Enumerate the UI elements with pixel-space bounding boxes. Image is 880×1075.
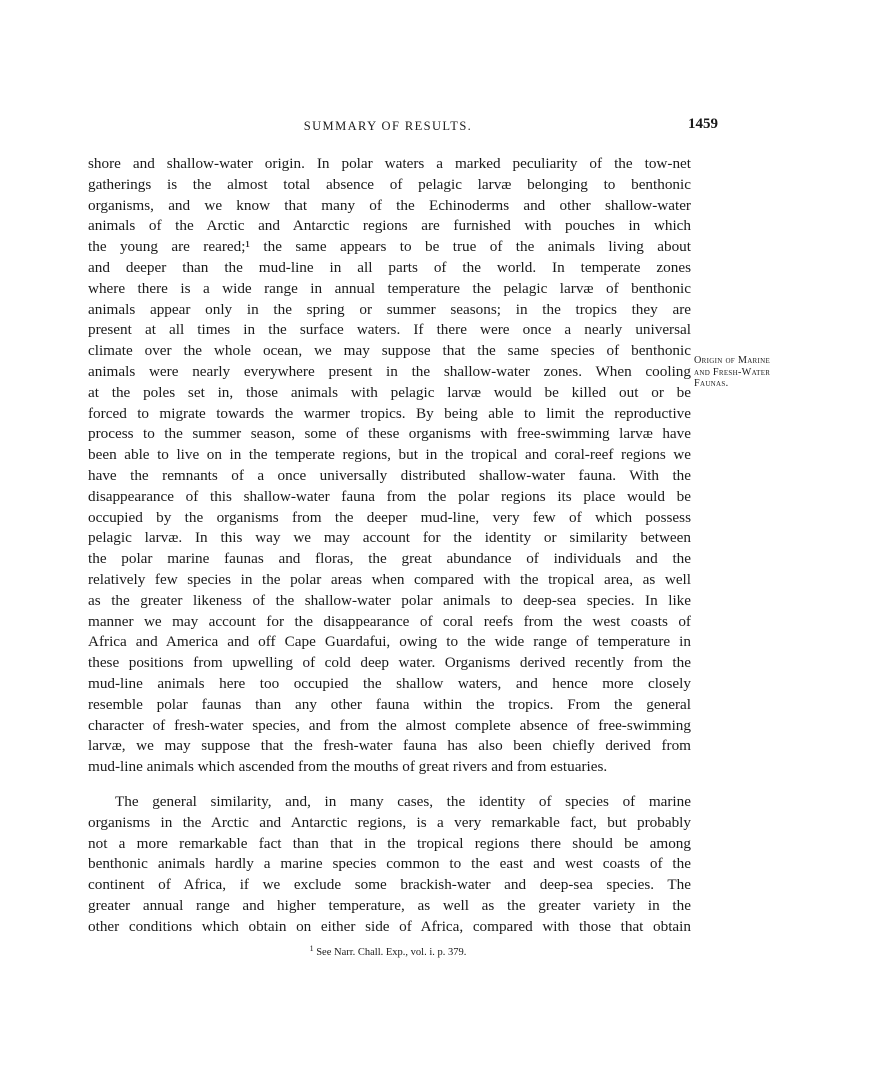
text-line: organisms, and we know that many of the Echinoderms and other shallow-water <box>88 196 691 214</box>
text-line: climate over the whole ocean, we may suppose that the same species of benthonic <box>88 342 691 360</box>
text-line: gatherings is the almost total absence of pelagic larvæ belonging to benthonic <box>88 175 691 193</box>
text-line: been able to live on in the temperate regions, but in the tropical and coral-reef regions we <box>88 446 691 464</box>
page-header <box>88 116 718 136</box>
text-line: have the remnants of a once universally distributed shallow-water fauna. With the <box>88 466 691 484</box>
margin-note-line: Origin of Marine <box>694 355 771 366</box>
text-line: continent of Africa, if we exclude some brackish-water and deep-sea species. The <box>88 876 691 894</box>
text-line: resemble polar faunas than any other fauna within the tropics. From the general <box>88 695 691 713</box>
paragraph-2 <box>88 792 691 938</box>
text-line: greater annual range and higher temperature, as well as the greater variety in the <box>88 896 691 914</box>
text-line: at the poles set in, those animals with pelagic larvæ would be killed out or be <box>88 383 691 401</box>
text-line: the young are reared;¹ the same appears to be true of the animals living about <box>88 238 691 256</box>
text-line: The general similarity, and, in many cases, the identity of species of marine <box>115 793 691 810</box>
text-line: forced to migrate towards the warmer tropics. By being able to limit the reproductive <box>88 404 691 422</box>
text-line: and deeper than the mud-line in all parts of the world. In temperate zones <box>88 258 691 276</box>
margin-note-line: Faunas. <box>694 378 729 389</box>
text-line: mud-line animals here too occupied the shallow waters, and hence more closely <box>88 674 691 692</box>
text-line: relatively few species in the polar areas when compared with the tropical area, as well <box>88 570 691 588</box>
margin-note-line: and Fresh-Water <box>694 366 771 378</box>
margin-note <box>694 355 844 390</box>
text-line: present at all times in the surface waters. If there were once a nearly universal <box>88 321 691 339</box>
footnote-text: See Narr. Chall. Exp., vol. i. p. 379. <box>316 947 467 958</box>
text-line: not a more remarkable fact than that in the tropical regions there should be among <box>88 834 691 852</box>
text-line: larvæ, we may suppose that the fresh-water fauna has also been chiefly derived from <box>88 737 691 755</box>
text-line: other conditions which obtain on either side of Africa, compared with those that obtain <box>88 917 691 935</box>
paragraph-1 <box>88 154 691 778</box>
text-line: character of fresh-water species, and from the almost complete absence of free-swimming <box>88 716 691 734</box>
text-line: process to the summer season, some of these organisms with free-swimming larvæ have <box>88 425 691 443</box>
footnote-marker: 1 <box>309 944 314 953</box>
text-line: organisms in the Arctic and Antarctic regions, is a very remarkable fact, but probably <box>88 813 691 831</box>
text-line: benthonic animals hardly a marine species common to the east and west coasts of the <box>88 855 691 873</box>
text-line: the polar marine faunas and floras, the great abundance of individuals and the <box>88 550 691 568</box>
text-line: Africa and America and off Cape Guardafui, owing to the wide range of temperature in <box>88 633 691 651</box>
text-line: animals of the Arctic and Antarctic regions are furnished with pouches in which <box>88 217 691 235</box>
text-line: manner we may account for the disappearance of coral reefs from the west coasts of <box>88 612 691 630</box>
running-title: SUMMARY OF RESULTS. <box>303 119 473 133</box>
text-line: animals were nearly everywhere present in the shallow-water zones. When cooling <box>88 362 691 380</box>
text-line: occupied by the organisms from the deeper mud-line, very few of which possess <box>88 508 691 526</box>
text-line: disappearance of this shallow-water fauna from the polar regions its place would be <box>88 487 691 505</box>
text-line: animals appear only in the spring or summer seasons; in the tropics they are <box>88 300 691 318</box>
text-line: where there is a wide range in annual temperature the pelagic larvæ of benthonic <box>88 279 691 297</box>
text-line: shore and shallow-water origin. In polar waters a marked peculiarity of the tow-net <box>88 155 691 172</box>
text-line: as the greater likeness of the shallow-water polar animals to deep-sea species. In like <box>88 591 691 609</box>
text-line: pelagic larvæ. In this way we may account for the identity or similarity between <box>88 529 691 547</box>
page-number: 1459 <box>688 116 718 132</box>
text-line: these positions from upwelling of cold deep water. Organisms derived recently from the <box>88 654 691 672</box>
text-line: mud-line animals which ascended from the mouths of great rivers and from estuaries. <box>88 758 608 776</box>
footnote <box>88 944 688 958</box>
